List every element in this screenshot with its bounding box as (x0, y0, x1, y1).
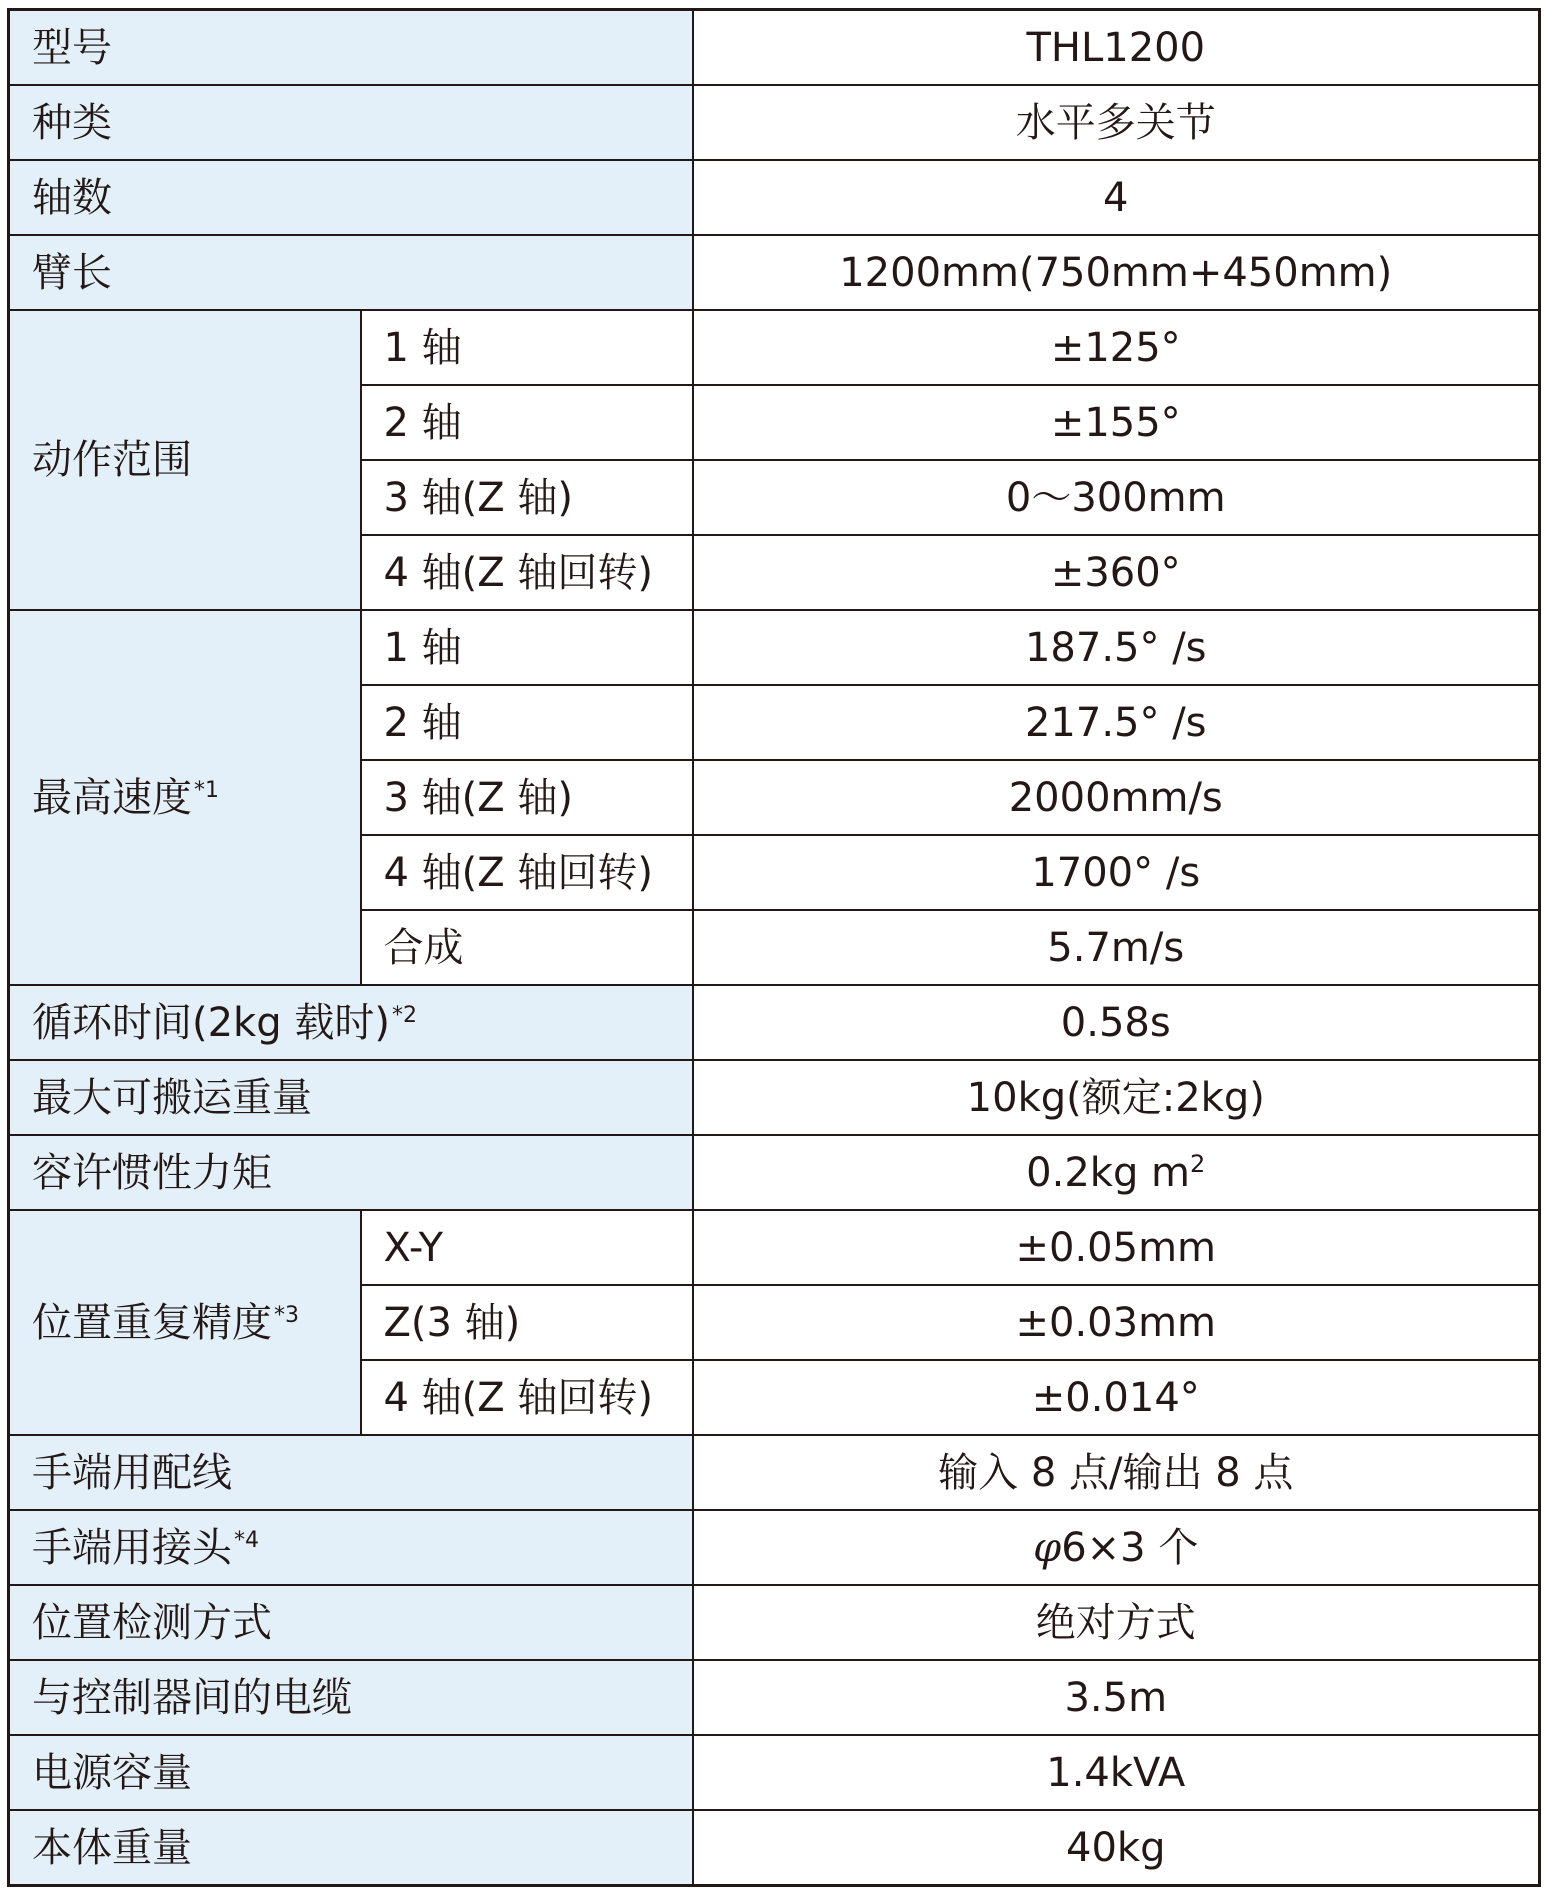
spec-label: 轴数 (32, 174, 112, 221)
spec-row (9, 235, 1540, 310)
spec-sub-label: 4 轴(Z 轴回转) (361, 1360, 693, 1435)
spec-value-cell (693, 1585, 1540, 1660)
spec-value-text: ±0.03mm (1015, 1299, 1216, 1346)
spec-value-text: 217.5° /s (1024, 699, 1207, 746)
spec-label-cell (9, 1135, 693, 1210)
spec-row (9, 85, 1540, 160)
spec-value-cell (693, 10, 1540, 86)
spec-value-text: 10kg(额定:2kg) (966, 1074, 1265, 1121)
spec-sub-label: 2 轴 (361, 685, 693, 760)
footnote-marker: *4 (234, 1527, 259, 1553)
spec-sub-label: 3 轴(Z 轴) (361, 460, 693, 535)
spec-row (9, 1735, 1540, 1810)
spec-value-text: 输入 8 点/输出 8 点 (938, 1449, 1294, 1496)
spec-sub-label: 合成 (361, 910, 693, 985)
spec-label-cell (9, 1435, 693, 1510)
spec-label: 位置检测方式 (32, 1599, 272, 1646)
spec-label: 容许惯性力矩 (32, 1149, 272, 1196)
spec-label-cell (9, 985, 693, 1060)
spec-subrow (9, 610, 1540, 685)
spec-value-text: 5.7m/s (1047, 924, 1185, 971)
spec-value-cell (693, 685, 1540, 760)
spec-value-cell (693, 610, 1540, 685)
spec-label: 种类 (32, 99, 112, 146)
spec-label-cell (9, 1660, 693, 1735)
spec-value-cell (693, 1135, 1540, 1210)
spec-value-text: 1200mm(750mm+450mm) (839, 249, 1393, 296)
spec-label-cell (9, 1510, 693, 1585)
spec-row (9, 1585, 1540, 1660)
spec-value-cell (693, 385, 1540, 460)
spec-row (9, 1060, 1540, 1135)
spec-sub-label: Z(3 轴) (361, 1285, 693, 1360)
spec-label: 循环时间(2kg 载时) (32, 999, 390, 1046)
spec-value-text: 1700° /s (1031, 849, 1201, 896)
spec-value-text: 0.58s (1060, 999, 1171, 1046)
spec-row (9, 10, 1540, 86)
spec-sub-label: 1 轴 (361, 610, 693, 685)
spec-value-cell (693, 1810, 1540, 1886)
spec-label: 手端用配线 (32, 1449, 232, 1496)
spec-row (9, 1435, 1540, 1510)
spec-label-cell (9, 1810, 693, 1886)
spec-value-cell (693, 1435, 1540, 1510)
spec-sub-label: 2 轴 (361, 385, 693, 460)
spec-value-cell (693, 235, 1540, 310)
spec-value-cell (693, 985, 1540, 1060)
spec-label-cell (9, 10, 693, 86)
spec-value-cell (693, 310, 1540, 385)
spec-group-label-cell (9, 610, 361, 985)
spec-label-cell (9, 1735, 693, 1810)
spec-row (9, 1135, 1540, 1210)
spec-value-cell (693, 1285, 1540, 1360)
spec-value-text: 2000mm/s (1008, 774, 1223, 821)
spec-sub-label: 4 轴(Z 轴回转) (361, 835, 693, 910)
spec-value-text: 1.4kVA (1046, 1749, 1186, 1796)
spec-value-cell (693, 760, 1540, 835)
robot-spec-table (7, 8, 1541, 1887)
spec-group-label: 动作范围 (32, 437, 192, 483)
spec-label-cell (9, 235, 693, 310)
spec-value-text: 6×3 个 (1061, 1524, 1199, 1571)
spec-label: 臂长 (32, 249, 112, 296)
spec-value-cell (693, 535, 1540, 610)
spec-subrow (9, 1210, 1540, 1285)
spec-row (9, 160, 1540, 235)
spec-value-text: 绝对方式 (1035, 1599, 1196, 1646)
spec-value-text: 40kg (1066, 1824, 1166, 1871)
spec-row (9, 1660, 1540, 1735)
spec-group-label: 位置重复精度 (32, 1299, 272, 1346)
unit-exponent: 2 (1190, 1150, 1206, 1178)
spec-label: 电源容量 (32, 1749, 192, 1796)
spec-sub-label: X-Y (361, 1210, 693, 1285)
spec-sub-label: 3 轴(Z 轴) (361, 760, 693, 835)
spec-value-text: 0.2kg m (1026, 1150, 1191, 1196)
spec-label: 本体重量 (32, 1824, 192, 1871)
footnote-marker: *3 (274, 1302, 299, 1328)
spec-label-cell (9, 160, 693, 235)
spec-group-label: 最高速度 (32, 774, 192, 821)
spec-value-cell (693, 1510, 1540, 1585)
spec-subrow (9, 310, 1540, 385)
spec-sub-label: 4 轴(Z 轴回转) (361, 535, 693, 610)
spec-value-text: 3.5m (1064, 1674, 1168, 1721)
spec-value-text: 187.5° /s (1024, 624, 1207, 671)
spec-value-cell (693, 835, 1540, 910)
spec-row (9, 1510, 1540, 1585)
footnote-marker: *2 (391, 1002, 417, 1028)
spec-value-cell (693, 1660, 1540, 1735)
spec-group-label-cell (9, 1210, 361, 1435)
spec-label-cell (9, 1585, 693, 1660)
spec-value-text: THL1200 (1026, 24, 1206, 71)
spec-value-text: 水平多关节 (1015, 99, 1216, 146)
spec-row (9, 1810, 1540, 1886)
spec-value-cell (693, 460, 1540, 535)
spec-label: 与控制器间的电缆 (32, 1674, 352, 1721)
spec-value-text: ±360° (1050, 549, 1181, 596)
spec-value-cell (693, 1210, 1540, 1285)
spec-label: 手端用接头 (32, 1524, 232, 1571)
spec-value-text: 0～300mm (1005, 474, 1226, 521)
spec-value-text: 4 (1103, 174, 1129, 221)
spec-label: 最大可搬运重量 (32, 1074, 312, 1121)
spec-value-cell (693, 1060, 1540, 1135)
spec-row (9, 985, 1540, 1060)
spec-label-cell (9, 85, 693, 160)
spec-value-cell (693, 1360, 1540, 1435)
spec-value-text: ±0.05mm (1015, 1224, 1216, 1271)
spec-value-cell (693, 85, 1540, 160)
spec-sub-label: 1 轴 (361, 310, 693, 385)
spec-table-body (9, 10, 1540, 1886)
footnote-marker: *1 (194, 777, 219, 803)
spec-value-text: ±0.014° (1031, 1374, 1200, 1421)
phi-symbol: φ (1033, 1524, 1062, 1571)
spec-label: 型号 (32, 24, 112, 71)
spec-value-cell (693, 910, 1540, 985)
spec-value-text: ±125° (1050, 324, 1181, 371)
spec-group-label-cell (9, 310, 361, 610)
spec-value-cell (693, 160, 1540, 235)
spec-label-cell (9, 1060, 693, 1135)
spec-value-text: ±155° (1050, 399, 1181, 446)
spec-value-cell (693, 1735, 1540, 1810)
